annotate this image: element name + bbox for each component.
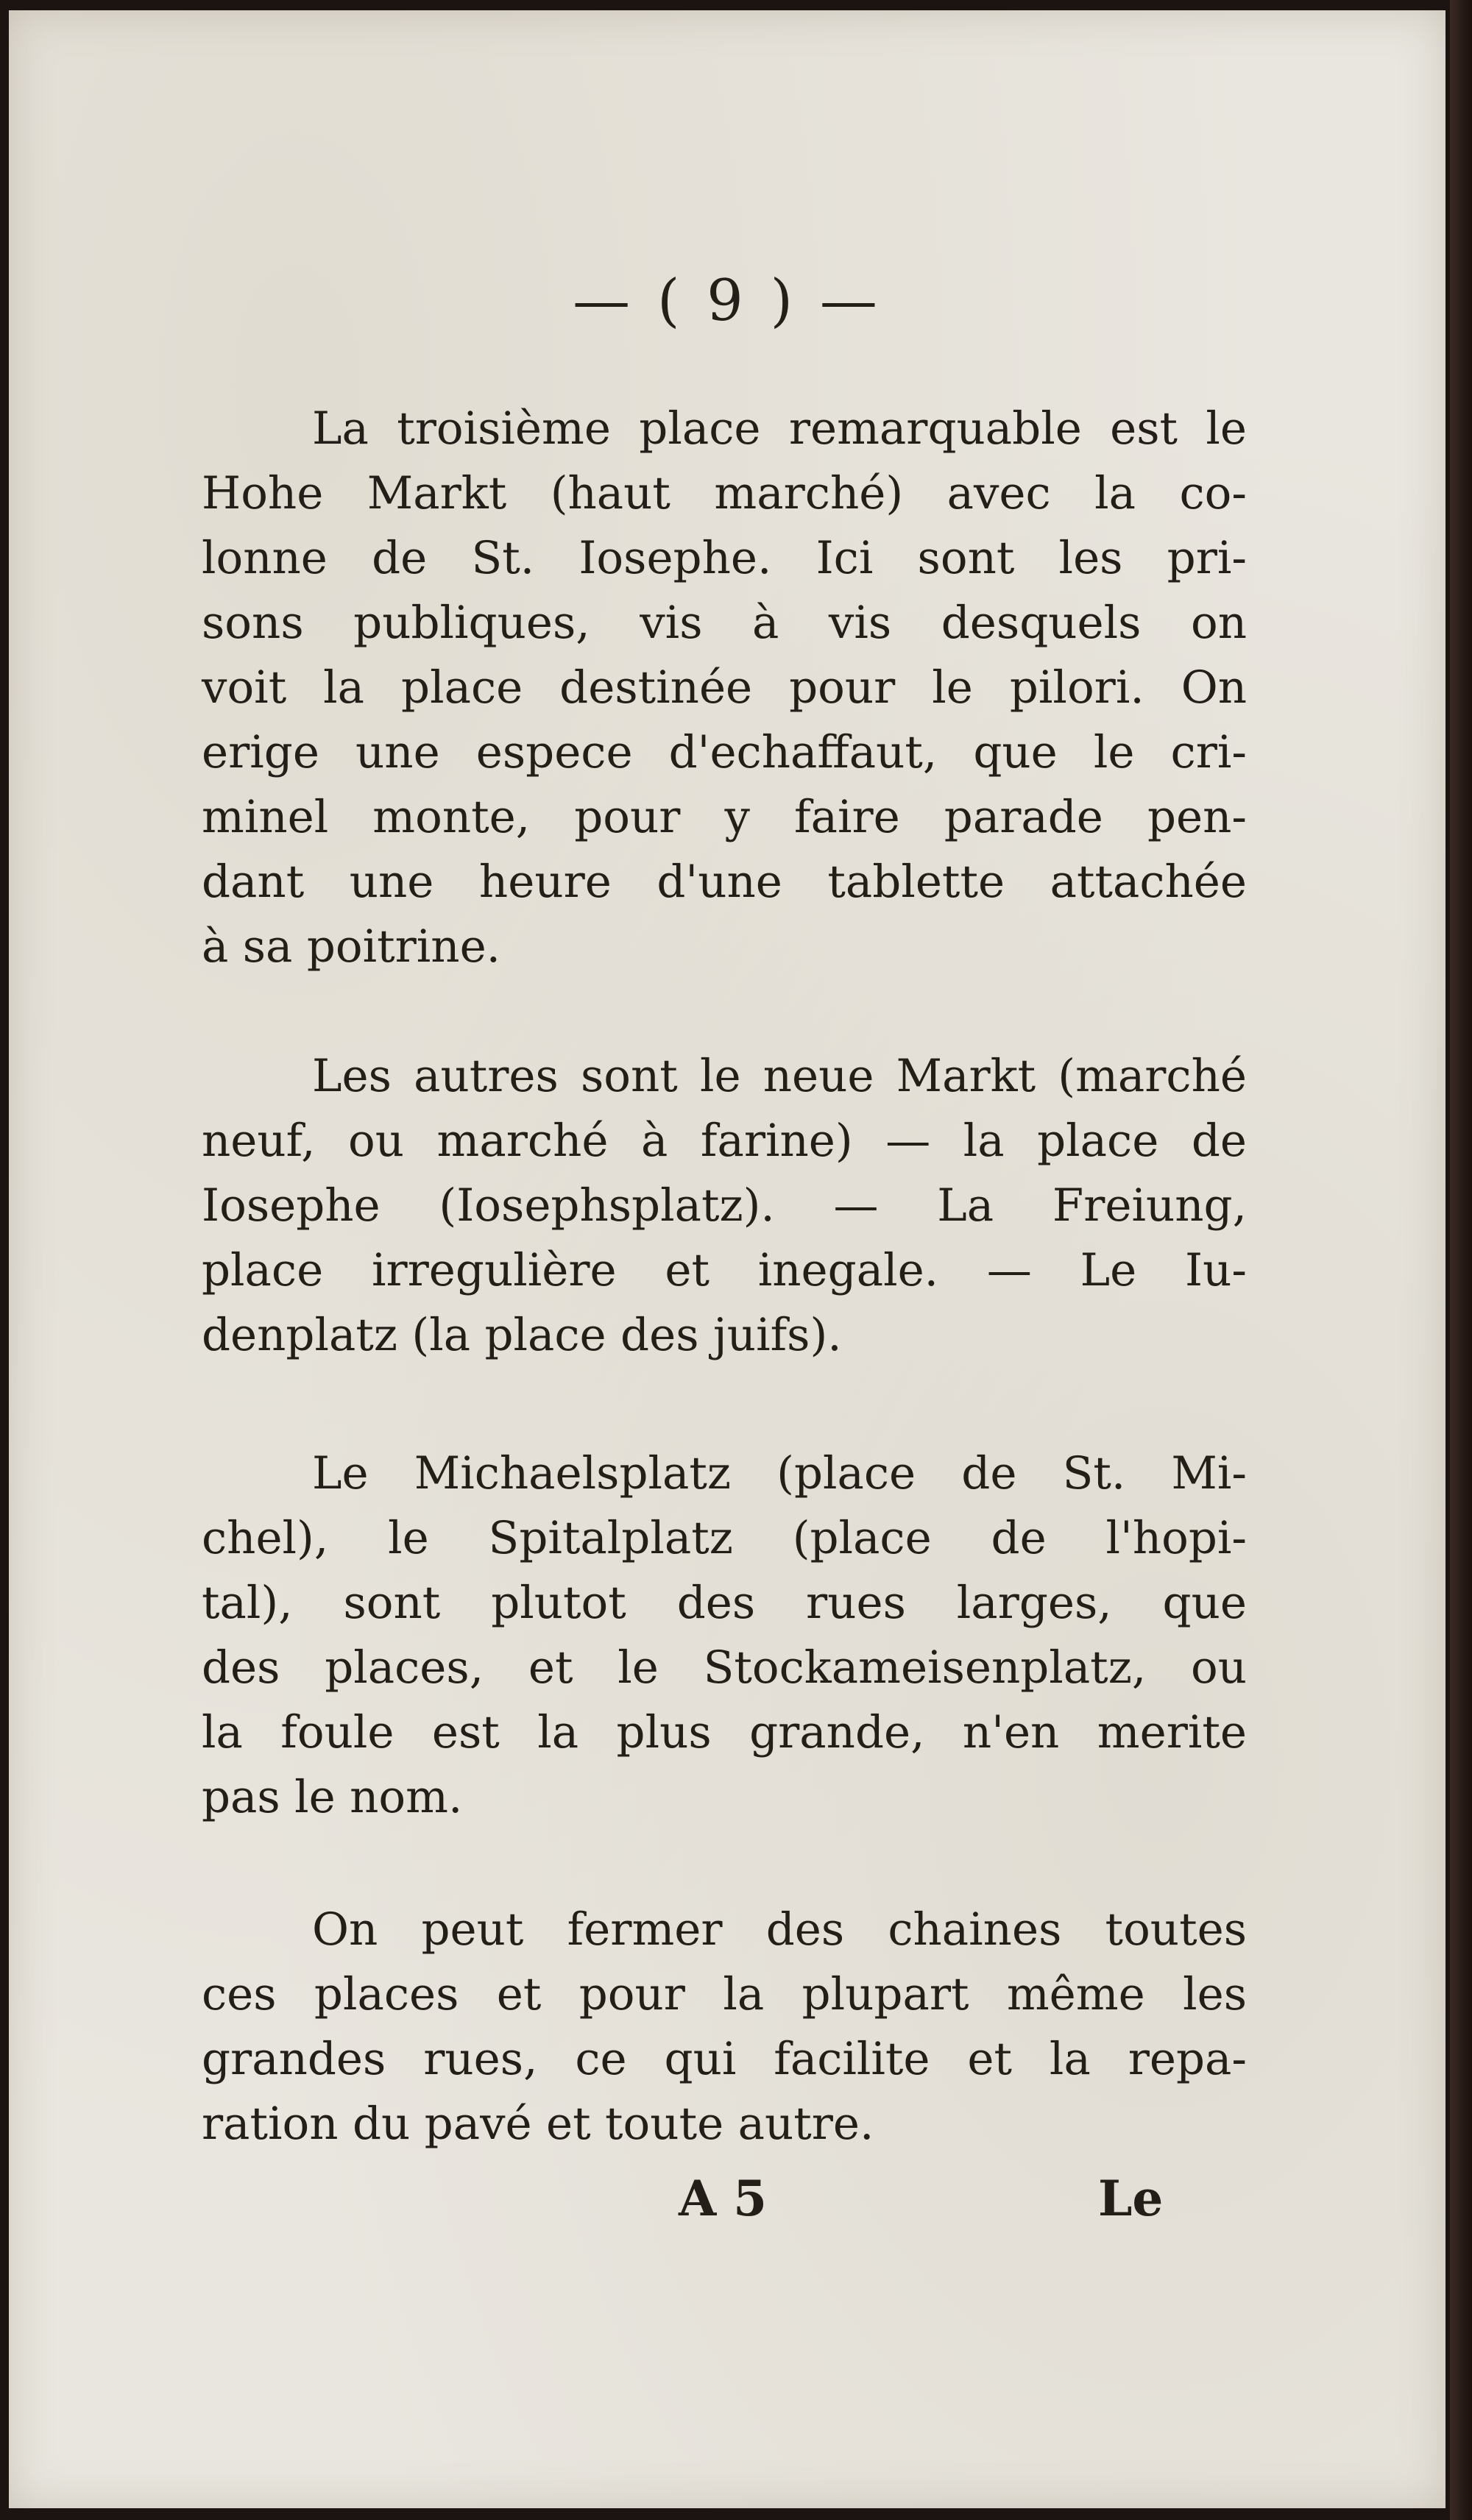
- paragraph-4: [202, 1898, 1247, 2157]
- text-line: chel), le Spitalplatz (place de l'hopi-: [202, 1512, 1247, 1564]
- book-page: [9, 10, 1446, 2508]
- page-number-header: — ( 9 ) —: [573, 268, 882, 334]
- text-line: Iosephe (Iosephsplatz). — La Freiung,: [202, 1179, 1247, 1232]
- text-line: ces places et pour la plupart même les: [202, 1968, 1247, 2020]
- page-footer: [9, 2170, 1446, 2243]
- text-line: à sa poitrine.: [202, 920, 501, 973]
- book-spine-edge: [1450, 0, 1472, 2520]
- paragraph-1: [202, 397, 1247, 979]
- text-line: denplatz (la place des juifs).: [202, 1309, 842, 1361]
- signature-mark: A 5: [679, 2170, 768, 2227]
- text-line: sons publiques, vis à vis desquels on: [202, 597, 1247, 649]
- text-line: On peut fermer des chaines toutes: [312, 1903, 1247, 1956]
- text-line: minel monte, pour y faire parade pen-: [202, 791, 1247, 843]
- text-line: ration du pavé et toute autre.: [202, 2098, 874, 2150]
- paragraph-2: [202, 1044, 1247, 1368]
- paragraph-3: [202, 1441, 1247, 1830]
- text-line: pas le nom.: [202, 1771, 463, 1823]
- text-line: place irregulière et inegale. — Le Iu-: [202, 1244, 1247, 1296]
- text-line: voit la place destinée pour le pilori. On: [202, 661, 1247, 714]
- text-line: Les autres sont le neue Markt (marché: [312, 1050, 1247, 1102]
- catchword: Le: [1098, 2170, 1164, 2227]
- text-line: des places, et le Stockameisenplatz, ou: [202, 1641, 1247, 1694]
- text-line: tal), sont plutot des rues larges, que: [202, 1577, 1247, 1629]
- text-line: erige une espece d'echaffaut, que le cri-: [202, 726, 1247, 778]
- text-line: lonne de St. Iosephe. Ici sont les pri-: [202, 532, 1247, 584]
- text-line: La troisième place remarquable est le: [312, 402, 1247, 455]
- text-line: Le Michaelsplatz (place de St. Mi-: [312, 1447, 1247, 1499]
- text-line: la foule est la plus grande, n'en merite: [202, 1706, 1247, 1758]
- text-line: dant une heure d'une tablette attachée: [202, 856, 1247, 908]
- text-line: Hohe Markt (haut marché) avec la co-: [202, 467, 1247, 519]
- text-line: grandes rues, ce qui facilite et la repa-: [202, 2033, 1247, 2085]
- text-line: neuf, ou marché à farine) — la place de: [202, 1115, 1247, 1167]
